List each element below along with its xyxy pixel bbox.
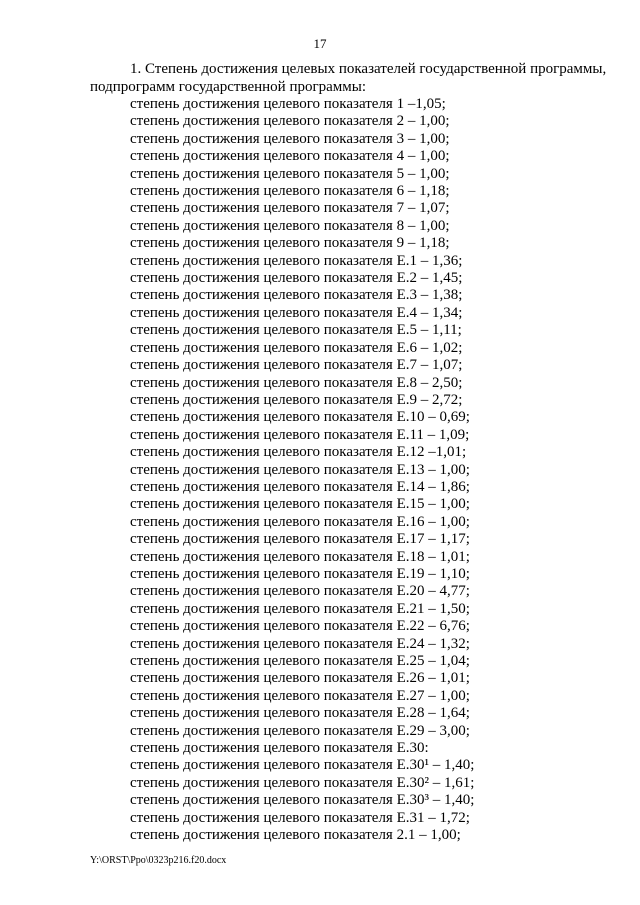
indicator-item: степень достижения целевого показателя Е.14 – 1,86; <box>130 478 470 495</box>
intro-line-2: подпрограмм государственной программы: <box>90 79 367 95</box>
indicator-item: степень достижения целевого показателя Е.26 – 1,01; <box>130 670 470 687</box>
indicator-item: степень достижения целевого показателя Е.29 – 3,00; <box>130 722 470 739</box>
indicator-item: степень достижения целевого показателя Е.10 – 0,69; <box>130 409 470 426</box>
indicator-item: степень достижения целевого показателя 5 – 1,00; <box>130 165 450 182</box>
indicator-item: степень достижения целевого показателя 3 – 1,00; <box>130 130 450 147</box>
indicator-item: степень достижения целевого показателя Е.9 – 2,72; <box>130 391 463 408</box>
indicator-item: степень достижения целевого показателя Е.27 – 1,00; <box>130 687 470 704</box>
indicator-item: степень достижения целевого показателя Е.19 – 1,10; <box>130 565 470 582</box>
indicator-item: степень достижения целевого показателя Е.18 – 1,01; <box>130 548 470 565</box>
indicator-item: степень достижения целевого показателя Е.11 – 1,09; <box>130 426 470 443</box>
indicator-item: степень достижения целевого показателя Е.16 – 1,00; <box>130 513 470 530</box>
indicator-item: степень достижения целевого показателя Е.21 – 1,50; <box>130 600 470 617</box>
indicator-item: степень достижения целевого показателя Е.20 – 4,77; <box>130 583 470 600</box>
indicator-item: степень достижения целевого показателя Е.30² – 1,61; <box>130 774 475 791</box>
indicator-item: степень достижения целевого показателя 2 – 1,00; <box>130 113 450 130</box>
intro-line-1: 1. Степень достижения целевых показателей государственной программы, <box>130 61 607 77</box>
indicator-item: степень достижения целевого показателя 1 –1,05; <box>130 96 446 112</box>
indicator-item: степень достижения целевого показателя 8 – 1,00; <box>130 217 450 234</box>
indicator-item: степень достижения целевого показателя 2.1 – 1,00; <box>130 827 461 844</box>
indicator-item: степень достижения целевого показателя 4 – 1,00; <box>130 148 450 165</box>
indicator-item: степень достижения целевого показателя Е.7 – 1,07; <box>130 357 463 374</box>
indicator-item: степень достижения целевого показателя Е.15 – 1,00; <box>130 496 470 513</box>
indicator-item: степень достижения целевого показателя Е.30: <box>130 740 429 757</box>
indicator-item: степень достижения целевого показателя Е.1 – 1,36; <box>130 252 463 269</box>
indicator-item: степень достижения целевого показателя Е.17 – 1,17; <box>130 531 470 548</box>
indicator-item: степень достижения целевого показателя Е.31 – 1,72; <box>130 809 470 826</box>
indicator-item: степень достижения целевого показателя Е.5 – 1,11; <box>130 322 462 339</box>
intro-paragraph <box>90 60 610 96</box>
indicator-item: степень достижения целевого показателя Е.8 – 2,50; <box>130 374 463 391</box>
indicator-item: степень достижения целевого показателя Е.3 – 1,38; <box>130 287 463 304</box>
indicator-item: степень достижения целевого показателя Е.6 – 1,02; <box>130 339 463 356</box>
indicator-item: степень достижения целевого показателя Е.30¹ – 1,40; <box>130 757 475 774</box>
indicator-item: степень достижения целевого показателя Е.13 – 1,00; <box>130 461 470 478</box>
indicator-item: степень достижения целевого показателя Е.30³ – 1,40; <box>130 792 475 809</box>
indicator-item: степень достижения целевого показателя Е.22 – 6,76; <box>130 618 470 635</box>
indicator-item: степень достижения целевого показателя Е.12 –1,01; <box>130 444 467 461</box>
indicator-list <box>130 96 610 844</box>
page-number: 17 <box>313 36 327 51</box>
indicator-item: степень достижения целевого показателя Е.4 – 1,34; <box>130 304 463 321</box>
indicator-item: степень достижения целевого показателя Е.25 – 1,04; <box>130 653 470 669</box>
indicator-item: степень достижения целевого показателя Е.2 – 1,45; <box>130 270 463 287</box>
indicator-item: степень достижения целевого показателя 9 – 1,18; <box>130 235 450 252</box>
document-file-path: Y:\ORST\Ppo\0323p216.f20.docx <box>90 855 227 866</box>
indicator-item: степень достижения целевого показателя 6 – 1,18; <box>130 183 450 200</box>
indicator-item: степень достижения целевого показателя Е.28 – 1,64; <box>130 705 470 722</box>
indicator-item: степень достижения целевого показателя Е.24 – 1,32; <box>130 635 470 652</box>
indicator-item: степень достижения целевого показателя 7 – 1,07; <box>130 200 450 217</box>
